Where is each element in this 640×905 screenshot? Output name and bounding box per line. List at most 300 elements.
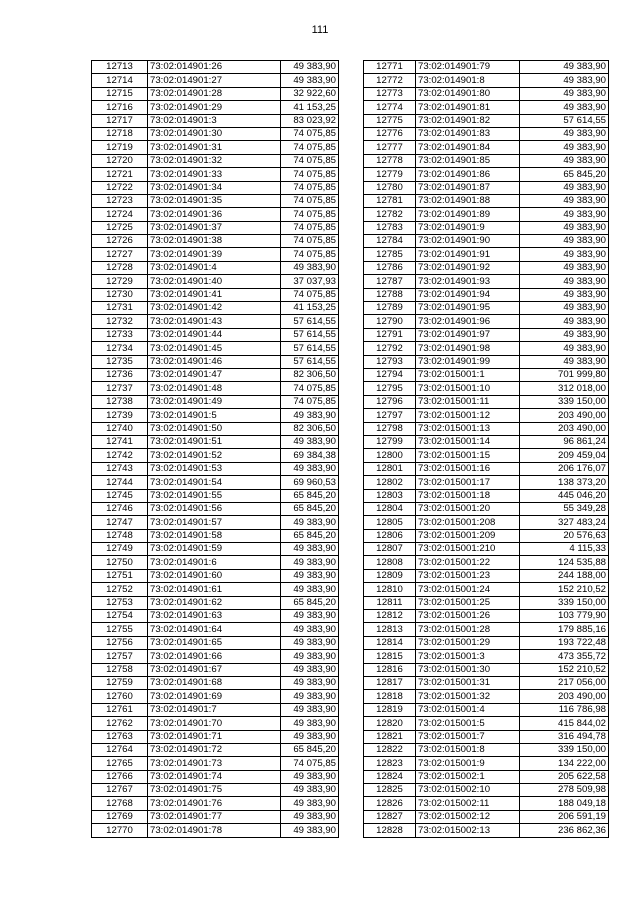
row-number-cell: 12797 xyxy=(364,409,416,422)
row-number-cell: 12773 xyxy=(364,87,416,100)
table-row xyxy=(92,221,339,234)
table-row xyxy=(364,770,609,783)
table-row xyxy=(92,502,339,515)
cadastral-number-cell: 73:02:014901:63 xyxy=(148,610,281,623)
row-number-cell: 12819 xyxy=(364,703,416,716)
row-number-cell: 12715 xyxy=(92,87,148,100)
row-number-cell: 12750 xyxy=(92,556,148,569)
table-row xyxy=(364,208,609,221)
row-number-cell: 12808 xyxy=(364,556,416,569)
table-row xyxy=(364,315,609,328)
row-number-cell: 12824 xyxy=(364,770,416,783)
value-cell: 74 075,85 xyxy=(281,154,339,167)
value-cell: 49 383,90 xyxy=(520,315,609,328)
left-cadastral-table xyxy=(91,60,339,838)
row-number-cell: 12817 xyxy=(364,676,416,689)
cadastral-number-cell: 73:02:014901:53 xyxy=(148,462,281,475)
table-row xyxy=(92,275,339,288)
cadastral-number-cell: 73:02:014901:80 xyxy=(416,87,520,100)
table-row xyxy=(364,730,609,743)
row-number-cell: 12806 xyxy=(364,529,416,542)
value-cell: 701 999,80 xyxy=(520,368,609,381)
value-cell: 49 383,90 xyxy=(281,610,339,623)
cadastral-number-cell: 73:02:014901:60 xyxy=(148,569,281,582)
cadastral-number-cell: 73:02:014901:28 xyxy=(148,87,281,100)
row-number-cell: 12813 xyxy=(364,623,416,636)
table-row xyxy=(364,61,609,74)
table-row xyxy=(364,181,609,194)
value-cell: 206 591,19 xyxy=(520,810,609,823)
cadastral-number-cell: 73:02:014901:73 xyxy=(148,757,281,770)
cadastral-number-cell: 73:02:015001:17 xyxy=(416,476,520,489)
row-number-cell: 12748 xyxy=(92,529,148,542)
cadastral-number-cell: 73:02:015002:11 xyxy=(416,797,520,810)
table-row xyxy=(92,476,339,489)
table-row xyxy=(92,569,339,582)
row-number-cell: 12789 xyxy=(364,302,416,315)
cadastral-number-cell: 73:02:014901:27 xyxy=(148,74,281,87)
row-number-cell: 12785 xyxy=(364,248,416,261)
cadastral-number-cell: 73:02:014901:83 xyxy=(416,127,520,140)
value-cell: 74 075,85 xyxy=(281,168,339,181)
table-row xyxy=(364,101,609,114)
row-number-cell: 12746 xyxy=(92,502,148,515)
row-number-cell: 12756 xyxy=(92,636,148,649)
value-cell: 55 349,28 xyxy=(520,502,609,515)
table-row xyxy=(364,650,609,663)
row-number-cell: 12725 xyxy=(92,221,148,234)
table-row xyxy=(364,502,609,515)
cadastral-number-cell: 73:02:014901:97 xyxy=(416,328,520,341)
table-row xyxy=(364,583,609,596)
row-number-cell: 12766 xyxy=(92,770,148,783)
cadastral-number-cell: 73:02:015001:32 xyxy=(416,690,520,703)
cadastral-number-cell: 73:02:014901:81 xyxy=(416,101,520,114)
row-number-cell: 12761 xyxy=(92,703,148,716)
cadastral-number-cell: 73:02:014901:86 xyxy=(416,168,520,181)
row-number-cell: 12803 xyxy=(364,489,416,502)
table-row xyxy=(92,583,339,596)
value-cell: 312 018,00 xyxy=(520,382,609,395)
row-number-cell: 12763 xyxy=(92,730,148,743)
table-row xyxy=(364,784,609,797)
row-number-cell: 12820 xyxy=(364,717,416,730)
table-row xyxy=(364,221,609,234)
row-number-cell: 12742 xyxy=(92,449,148,462)
cadastral-number-cell: 73:02:014901:52 xyxy=(148,449,281,462)
cadastral-number-cell: 73:02:014901:78 xyxy=(148,824,281,837)
value-cell: 49 383,90 xyxy=(520,181,609,194)
table-row xyxy=(92,302,339,315)
value-cell: 327 483,24 xyxy=(520,516,609,529)
table-row xyxy=(92,784,339,797)
row-number-cell: 12816 xyxy=(364,663,416,676)
value-cell: 49 383,90 xyxy=(281,636,339,649)
table-row xyxy=(92,261,339,274)
row-number-cell: 12804 xyxy=(364,502,416,515)
cadastral-number-cell: 73:02:014901:58 xyxy=(148,529,281,542)
value-cell: 57 614,55 xyxy=(281,342,339,355)
table-row xyxy=(364,261,609,274)
row-number-cell: 12757 xyxy=(92,650,148,663)
table-row xyxy=(364,663,609,676)
row-number-cell: 12753 xyxy=(92,596,148,609)
value-cell: 49 383,90 xyxy=(520,342,609,355)
cadastral-number-cell: 73:02:014901:67 xyxy=(148,663,281,676)
cadastral-number-cell: 73:02:014901:31 xyxy=(148,141,281,154)
cadastral-number-cell: 73:02:015001:28 xyxy=(416,623,520,636)
row-number-cell: 12769 xyxy=(92,810,148,823)
table-row xyxy=(92,422,339,435)
cadastral-number-cell: 73:02:015001:16 xyxy=(416,462,520,475)
row-number-cell: 12768 xyxy=(92,797,148,810)
cadastral-number-cell: 73:02:014901:44 xyxy=(148,328,281,341)
row-number-cell: 12818 xyxy=(364,690,416,703)
row-number-cell: 12771 xyxy=(364,61,416,74)
row-number-cell: 12755 xyxy=(92,623,148,636)
value-cell: 74 075,85 xyxy=(281,288,339,301)
value-cell: 49 383,90 xyxy=(281,663,339,676)
cadastral-number-cell: 73:02:015001:208 xyxy=(416,516,520,529)
value-cell: 116 786,98 xyxy=(520,703,609,716)
cadastral-number-cell: 73:02:015001:20 xyxy=(416,502,520,515)
cadastral-number-cell: 73:02:014901:62 xyxy=(148,596,281,609)
table-row xyxy=(364,435,609,448)
cadastral-number-cell: 73:02:014901:7 xyxy=(148,703,281,716)
table-row xyxy=(92,435,339,448)
value-cell: 473 355,72 xyxy=(520,650,609,663)
value-cell: 20 576,63 xyxy=(520,529,609,542)
row-number-cell: 12727 xyxy=(92,248,148,261)
value-cell: 57 614,55 xyxy=(281,315,339,328)
value-cell: 49 383,90 xyxy=(281,703,339,716)
value-cell: 49 383,90 xyxy=(281,435,339,448)
value-cell: 49 383,90 xyxy=(520,194,609,207)
value-cell: 49 383,90 xyxy=(281,784,339,797)
row-number-cell: 12783 xyxy=(364,221,416,234)
value-cell: 49 383,90 xyxy=(520,61,609,74)
cadastral-number-cell: 73:02:014901:74 xyxy=(148,770,281,783)
value-cell: 339 150,00 xyxy=(520,596,609,609)
row-number-cell: 12792 xyxy=(364,342,416,355)
value-cell: 65 845,20 xyxy=(281,489,339,502)
row-number-cell: 12745 xyxy=(92,489,148,502)
cadastral-number-cell: 73:02:014901:79 xyxy=(416,61,520,74)
table-row xyxy=(92,810,339,823)
row-number-cell: 12782 xyxy=(364,208,416,221)
table-row xyxy=(92,87,339,100)
value-cell: 415 844,02 xyxy=(520,717,609,730)
table-row xyxy=(364,127,609,140)
cadastral-number-cell: 73:02:014901:51 xyxy=(148,435,281,448)
cadastral-number-cell: 73:02:015001:4 xyxy=(416,703,520,716)
table-row xyxy=(92,610,339,623)
row-number-cell: 12794 xyxy=(364,368,416,381)
value-cell: 217 056,00 xyxy=(520,676,609,689)
cadastral-number-cell: 73:02:014901:88 xyxy=(416,194,520,207)
value-cell: 74 075,85 xyxy=(281,141,339,154)
table-row xyxy=(92,757,339,770)
row-number-cell: 12809 xyxy=(364,569,416,582)
cadastral-number-cell: 73:02:015001:12 xyxy=(416,409,520,422)
cadastral-number-cell: 73:02:014901:48 xyxy=(148,382,281,395)
row-number-cell: 12790 xyxy=(364,315,416,328)
value-cell: 49 383,90 xyxy=(520,127,609,140)
cadastral-number-cell: 73:02:014901:3 xyxy=(148,114,281,127)
row-number-cell: 12823 xyxy=(364,757,416,770)
table-row xyxy=(364,489,609,502)
cadastral-number-cell: 73:02:015001:22 xyxy=(416,556,520,569)
table-row xyxy=(92,596,339,609)
value-cell: 49 383,90 xyxy=(281,261,339,274)
row-number-cell: 12811 xyxy=(364,596,416,609)
table-row xyxy=(92,543,339,556)
value-cell: 206 176,07 xyxy=(520,462,609,475)
cadastral-number-cell: 73:02:014901:35 xyxy=(148,194,281,207)
value-cell: 69 384,38 xyxy=(281,449,339,462)
cadastral-number-cell: 73:02:014901:68 xyxy=(148,676,281,689)
cadastral-number-cell: 73:02:014901:75 xyxy=(148,784,281,797)
value-cell: 69 960,53 xyxy=(281,476,339,489)
row-number-cell: 12762 xyxy=(92,717,148,730)
value-cell: 49 383,90 xyxy=(520,275,609,288)
value-cell: 49 383,90 xyxy=(520,221,609,234)
value-cell: 49 383,90 xyxy=(520,74,609,87)
cadastral-number-cell: 73:02:015001:7 xyxy=(416,730,520,743)
cadastral-number-cell: 73:02:014901:32 xyxy=(148,154,281,167)
table-row xyxy=(364,422,609,435)
table-row xyxy=(364,74,609,87)
table-row xyxy=(92,623,339,636)
cadastral-number-cell: 73:02:014901:4 xyxy=(148,261,281,274)
row-number-cell: 12765 xyxy=(92,757,148,770)
cadastral-number-cell: 73:02:014901:5 xyxy=(148,409,281,422)
table-row xyxy=(364,516,609,529)
cadastral-number-cell: 73:02:014901:93 xyxy=(416,275,520,288)
value-cell: 49 383,90 xyxy=(520,248,609,261)
row-number-cell: 12822 xyxy=(364,743,416,756)
row-number-cell: 12720 xyxy=(92,154,148,167)
cadastral-number-cell: 73:02:014901:6 xyxy=(148,556,281,569)
table-row xyxy=(92,770,339,783)
table-row xyxy=(364,569,609,582)
value-cell: 103 779,90 xyxy=(520,610,609,623)
cadastral-number-cell: 73:02:014901:34 xyxy=(148,181,281,194)
cadastral-number-cell: 73:02:014901:55 xyxy=(148,489,281,502)
row-number-cell: 12744 xyxy=(92,476,148,489)
cadastral-number-cell: 73:02:014901:26 xyxy=(148,61,281,74)
cadastral-number-cell: 73:02:014901:38 xyxy=(148,235,281,248)
value-cell: 339 150,00 xyxy=(520,395,609,408)
value-cell: 49 383,90 xyxy=(520,288,609,301)
row-number-cell: 12800 xyxy=(364,449,416,462)
table-row xyxy=(92,824,339,837)
value-cell: 65 845,20 xyxy=(281,743,339,756)
table-row xyxy=(92,516,339,529)
value-cell: 49 383,90 xyxy=(281,676,339,689)
value-cell: 49 383,90 xyxy=(281,770,339,783)
cadastral-number-cell: 73:02:014901:29 xyxy=(148,101,281,114)
table-row xyxy=(364,462,609,475)
page-number: 111 xyxy=(311,24,329,36)
value-cell: 339 150,00 xyxy=(520,743,609,756)
row-number-cell: 12751 xyxy=(92,569,148,582)
value-cell: 96 861,24 xyxy=(520,435,609,448)
row-number-cell: 12779 xyxy=(364,168,416,181)
table-row xyxy=(364,529,609,542)
value-cell: 49 383,90 xyxy=(520,87,609,100)
cadastral-number-cell: 73:02:015001:10 xyxy=(416,382,520,395)
table-row xyxy=(364,596,609,609)
row-number-cell: 12801 xyxy=(364,462,416,475)
row-number-cell: 12737 xyxy=(92,382,148,395)
cadastral-number-cell: 73:02:015001:18 xyxy=(416,489,520,502)
table-row xyxy=(364,810,609,823)
value-cell: 203 490,00 xyxy=(520,690,609,703)
cadastral-number-cell: 73:02:015001:24 xyxy=(416,583,520,596)
table-row xyxy=(92,141,339,154)
row-number-cell: 12731 xyxy=(92,302,148,315)
cadastral-number-cell: 73:02:014901:85 xyxy=(416,154,520,167)
table-row xyxy=(92,368,339,381)
row-number-cell: 12738 xyxy=(92,395,148,408)
table-row xyxy=(92,489,339,502)
cadastral-number-cell: 73:02:014901:89 xyxy=(416,208,520,221)
value-cell: 74 075,85 xyxy=(281,757,339,770)
value-cell: 193 722,48 xyxy=(520,636,609,649)
table-row xyxy=(92,101,339,114)
value-cell: 134 222,00 xyxy=(520,757,609,770)
table-row xyxy=(92,288,339,301)
value-cell: 152 210,52 xyxy=(520,663,609,676)
table-row xyxy=(92,235,339,248)
row-number-cell: 12743 xyxy=(92,462,148,475)
value-cell: 209 459,04 xyxy=(520,449,609,462)
cadastral-number-cell: 73:02:014901:76 xyxy=(148,797,281,810)
value-cell: 49 383,90 xyxy=(281,74,339,87)
row-number-cell: 12772 xyxy=(364,74,416,87)
row-number-cell: 12791 xyxy=(364,328,416,341)
cadastral-number-cell: 73:02:014901:87 xyxy=(416,181,520,194)
table-row xyxy=(364,690,609,703)
cadastral-number-cell: 73:02:015001:3 xyxy=(416,650,520,663)
cadastral-number-cell: 73:02:015001:11 xyxy=(416,395,520,408)
row-number-cell: 12805 xyxy=(364,516,416,529)
table-row xyxy=(92,717,339,730)
table-row xyxy=(92,395,339,408)
row-number-cell: 12774 xyxy=(364,101,416,114)
row-number-cell: 12749 xyxy=(92,543,148,556)
row-number-cell: 12778 xyxy=(364,154,416,167)
row-number-cell: 12780 xyxy=(364,181,416,194)
row-number-cell: 12732 xyxy=(92,315,148,328)
cadastral-number-cell: 73:02:015001:1 xyxy=(416,368,520,381)
table-row xyxy=(364,154,609,167)
cadastral-number-cell: 73:02:015002:1 xyxy=(416,770,520,783)
table-row xyxy=(92,315,339,328)
cadastral-number-cell: 73:02:014901:69 xyxy=(148,690,281,703)
value-cell: 49 383,90 xyxy=(520,261,609,274)
value-cell: 152 210,52 xyxy=(520,583,609,596)
value-cell: 49 383,90 xyxy=(281,717,339,730)
cadastral-number-cell: 73:02:014901:54 xyxy=(148,476,281,489)
table-row xyxy=(92,355,339,368)
value-cell: 37 037,93 xyxy=(281,275,339,288)
value-cell: 205 622,58 xyxy=(520,770,609,783)
table-row xyxy=(364,395,609,408)
table-row xyxy=(364,288,609,301)
cadastral-number-cell: 73:02:015001:31 xyxy=(416,676,520,689)
row-number-cell: 12764 xyxy=(92,743,148,756)
value-cell: 203 490,00 xyxy=(520,409,609,422)
value-cell: 49 383,90 xyxy=(520,302,609,315)
value-cell: 49 383,90 xyxy=(520,101,609,114)
cadastral-number-cell: 73:02:014901:90 xyxy=(416,235,520,248)
cadastral-number-cell: 73:02:014901:70 xyxy=(148,717,281,730)
cadastral-number-cell: 73:02:014901:82 xyxy=(416,114,520,127)
cadastral-number-cell: 73:02:014901:40 xyxy=(148,275,281,288)
right-cadastral-table xyxy=(363,60,609,838)
row-number-cell: 12741 xyxy=(92,435,148,448)
table-row xyxy=(364,543,609,556)
cadastral-number-cell: 73:02:014901:65 xyxy=(148,636,281,649)
row-number-cell: 12802 xyxy=(364,476,416,489)
value-cell: 49 383,90 xyxy=(281,556,339,569)
value-cell: 49 383,90 xyxy=(520,235,609,248)
row-number-cell: 12726 xyxy=(92,235,148,248)
row-number-cell: 12796 xyxy=(364,395,416,408)
value-cell: 74 075,85 xyxy=(281,248,339,261)
table-row xyxy=(92,168,339,181)
table-row xyxy=(364,824,609,837)
row-number-cell: 12729 xyxy=(92,275,148,288)
cadastral-number-cell: 73:02:015001:23 xyxy=(416,569,520,582)
row-number-cell: 12716 xyxy=(92,101,148,114)
table-row xyxy=(364,114,609,127)
cadastral-number-cell: 73:02:014901:92 xyxy=(416,261,520,274)
row-number-cell: 12788 xyxy=(364,288,416,301)
table-row xyxy=(364,248,609,261)
value-cell: 278 509,98 xyxy=(520,784,609,797)
row-number-cell: 12719 xyxy=(92,141,148,154)
cadastral-number-cell: 73:02:014901:50 xyxy=(148,422,281,435)
cadastral-number-cell: 73:02:014901:91 xyxy=(416,248,520,261)
table-row xyxy=(92,529,339,542)
value-cell: 49 383,90 xyxy=(281,650,339,663)
value-cell: 57 614,55 xyxy=(520,114,609,127)
table-row xyxy=(92,248,339,261)
cadastral-number-cell: 73:02:015002:12 xyxy=(416,810,520,823)
value-cell: 74 075,85 xyxy=(281,181,339,194)
row-number-cell: 12798 xyxy=(364,422,416,435)
cadastral-number-cell: 73:02:015001:30 xyxy=(416,663,520,676)
cadastral-number-cell: 73:02:014901:57 xyxy=(148,516,281,529)
value-cell: 124 535,88 xyxy=(520,556,609,569)
value-cell: 49 383,90 xyxy=(281,409,339,422)
row-number-cell: 12759 xyxy=(92,676,148,689)
cadastral-number-cell: 73:02:014901:8 xyxy=(416,74,520,87)
value-cell: 188 049,18 xyxy=(520,797,609,810)
cadastral-number-cell: 73:02:014901:66 xyxy=(148,650,281,663)
cadastral-number-cell: 73:02:014901:95 xyxy=(416,302,520,315)
value-cell: 49 383,90 xyxy=(281,797,339,810)
table-row xyxy=(364,328,609,341)
row-number-cell: 12723 xyxy=(92,194,148,207)
row-number-cell: 12724 xyxy=(92,208,148,221)
value-cell: 74 075,85 xyxy=(281,221,339,234)
value-cell: 138 373,20 xyxy=(520,476,609,489)
value-cell: 32 922,60 xyxy=(281,87,339,100)
